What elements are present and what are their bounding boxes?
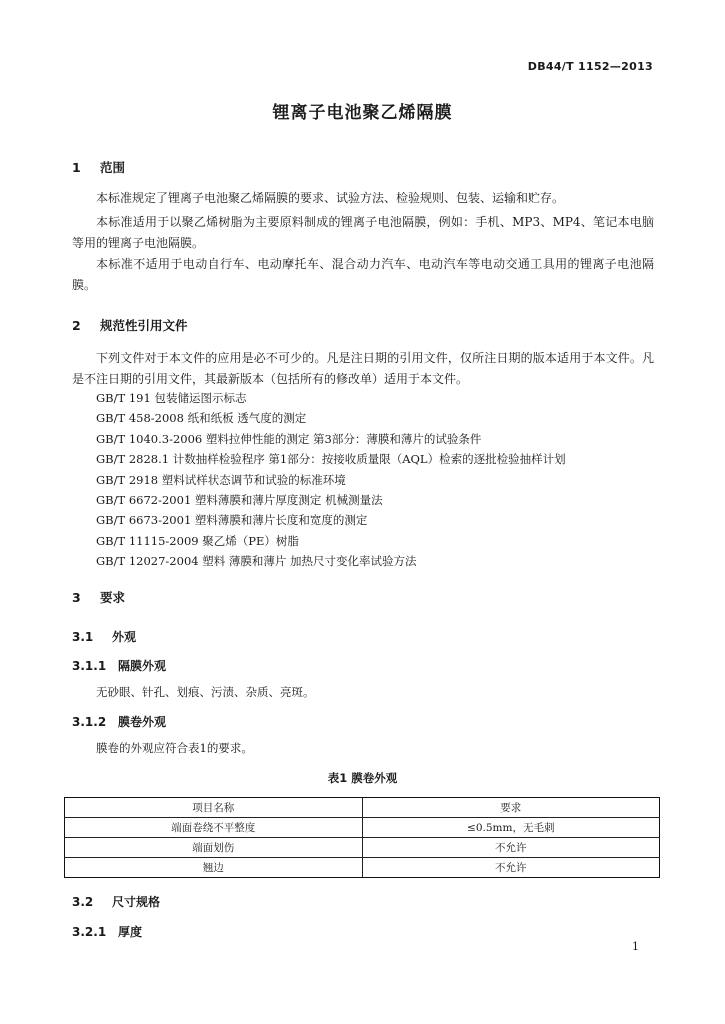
- section-3-1-1-title: 隔膜外观: [118, 659, 167, 673]
- section-3-2-heading: [72, 893, 160, 910]
- roll-appearance-table: [64, 797, 660, 878]
- scope-paragraph-3: 本标准不适用于电动自行车、电动摩托车、混合动力汽车、电动汽车等电动交通工具用的锂离子电池隔膜。: [72, 257, 654, 292]
- standard-number: DB44/T 1152—2013: [527, 60, 653, 73]
- reference-item: GB/T 458-2008 纸和纸板 透气度的测定: [96, 411, 307, 426]
- section-3-number: 3: [72, 590, 81, 605]
- reference-item: GB/T 2828.1 计数抽样检验程序 第1部分：按接收质量限（AQL）检索的逐批检验抽样计划: [96, 452, 566, 467]
- document-title: 锂离子电池聚乙烯隔膜: [272, 103, 453, 123]
- section-3-2-1-title: 厚度: [118, 925, 143, 939]
- table-cell-requirement: 不允许: [362, 838, 660, 858]
- table-cell-item: 端面划伤: [65, 838, 363, 858]
- section-3-1-2-title: 膜卷外观: [118, 715, 167, 729]
- section-2-title: 规范性引用文件: [100, 318, 188, 333]
- reference-item: GB/T 1040.3-2006 塑料拉伸性能的测定 第3部分：薄膜和薄片的试验条件: [96, 431, 482, 446]
- table-header-row: [65, 798, 660, 818]
- table-row: [65, 838, 660, 858]
- section-2-number: 2: [72, 318, 81, 333]
- section-3-1-1-heading: [72, 657, 166, 674]
- section-3-1-heading: [72, 628, 136, 645]
- reference-item: GB/T 2918 塑料试样状态调节和试验的标准环境: [96, 472, 346, 487]
- section-3-1-1-number: 3.1.1: [72, 659, 107, 673]
- table-row: [65, 858, 660, 878]
- page-number: 1: [632, 940, 639, 953]
- reference-item: GB/T 6673-2001 塑料薄膜和薄片长度和宽度的测定: [96, 513, 368, 528]
- section-3-1-number: 3.1: [72, 630, 94, 644]
- section-3-2-title: 尺寸规格: [112, 895, 161, 909]
- section-3-2-number: 3.2: [72, 895, 94, 909]
- section-3-title: 要求: [100, 590, 126, 605]
- scope-paragraph-2: 本标准适用于以聚乙烯树脂为主要原料制成的锂离子电池隔膜，例如：手机、MP3、MP4、笔记本电脑等用的锂离子电池隔膜。: [72, 215, 654, 250]
- references-intro: 下列文件对于本文件的应用是必不可少的。凡是注日期的引用文件，仅所注日期的版本适用于本文件。凡是不注日期的引用文件，其最新版本（包括所有的修改单）适用于本文件。: [72, 351, 654, 386]
- reference-item: GB/T 11115-2009 聚乙烯（PE）树脂: [96, 533, 299, 548]
- roll-appearance-text: 膜卷的外观应符合表1的要求。: [96, 741, 253, 755]
- section-3-1-title: 外观: [112, 630, 137, 644]
- table-cell-item: 翘边: [65, 858, 363, 878]
- table-cell-requirement: ≤0.5mm，无毛刺: [362, 818, 660, 838]
- table-header-requirement: 要求: [362, 798, 660, 818]
- reference-item: GB/T 6672-2001 塑料薄膜和薄片厚度测定 机械测量法: [96, 492, 383, 507]
- section-3-heading: [72, 588, 125, 606]
- table-header-item: 项目名称: [65, 798, 363, 818]
- section-3-2-1-heading: [72, 923, 142, 940]
- scope-paragraph-1: 本标准规定了锂离子电池聚乙烯隔膜的要求、试验方法、检验规则、包装、运输和贮存。: [96, 191, 565, 205]
- section-1-number: 1: [72, 160, 81, 175]
- table-cell-requirement: 不允许: [362, 858, 660, 878]
- section-1-heading: [72, 158, 125, 176]
- reference-item: GB/T 12027-2004 塑料 薄膜和薄片 加热尺寸变化率试验方法: [96, 554, 417, 569]
- section-1-title: 范围: [100, 160, 126, 175]
- section-3-1-2-number: 3.1.2: [72, 715, 107, 729]
- section-2-heading: [72, 316, 188, 334]
- membrane-appearance-text: 无砂眼、针孔、划痕、污渍、杂质、亮斑。: [96, 685, 315, 699]
- table-cell-item: 端面卷绕不平整度: [65, 818, 363, 838]
- reference-item: GB/T 191 包装储运图示标志: [96, 391, 247, 405]
- table-1-caption: 表1 膜卷外观: [327, 771, 398, 785]
- section-3-2-1-number: 3.2.1: [72, 925, 107, 939]
- reference-list: [96, 388, 566, 572]
- section-3-1-2-heading: [72, 713, 166, 730]
- table-row: [65, 818, 660, 838]
